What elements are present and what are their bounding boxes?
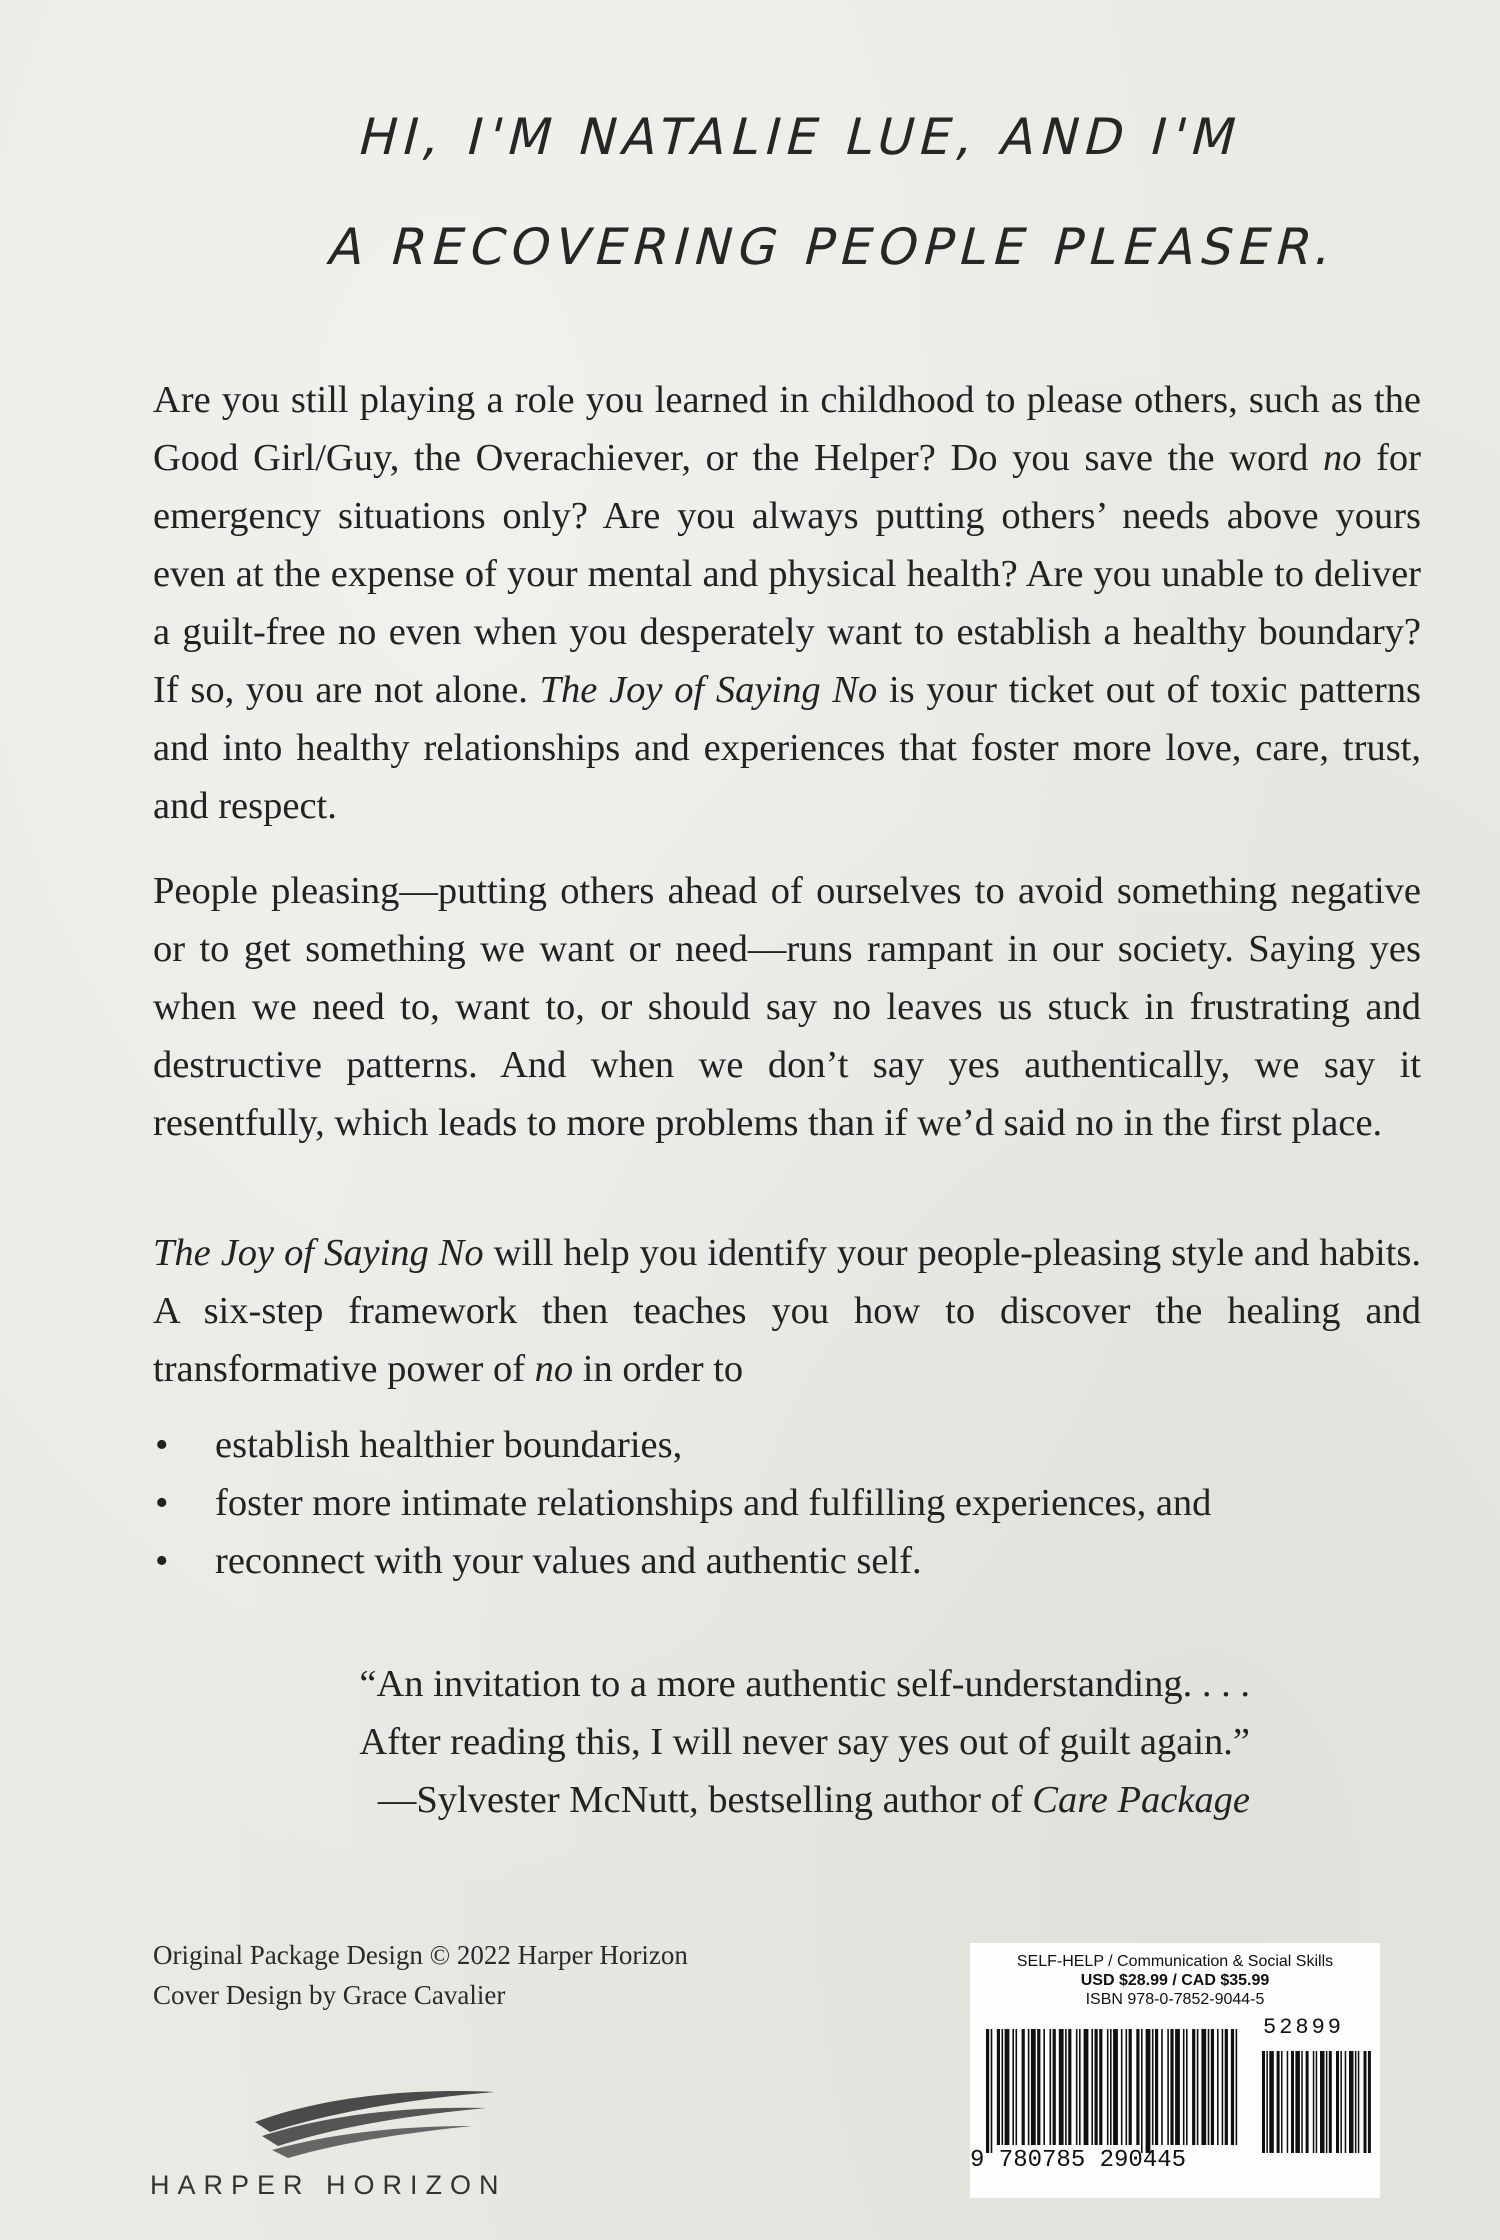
barcode-bar: [1031, 2029, 1036, 2145]
barcode-bar: [1121, 2029, 1123, 2145]
barcode-bar: [1192, 2029, 1195, 2145]
paragraph-intro-text-3: is your ticket out of toxic patterns and into healthy relationships and experiences that foster more love, care, trust, and respect.: [153, 669, 1422, 827]
barcode-bar: [1053, 2029, 1056, 2145]
barcode-addon-bar: [1358, 2051, 1360, 2153]
barcode-bar: [1095, 2029, 1098, 2145]
paragraph-intro-text-1: Are you still playing a role you learned in childhood to please others, such as the Good Girl/Guy, the Overachiever, or the Helper? Do you save the word: [153, 379, 1421, 479]
paragraph-framework: [153, 1224, 1421, 1398]
barcode-bar: [1099, 2029, 1102, 2145]
barcode-bar: [1113, 2029, 1118, 2145]
list-item: • foster more intimate relationships and fulfilling experiences, and: [153, 1474, 1421, 1532]
barcode-bar: [1155, 2029, 1158, 2145]
barcode-price: USD $28.99 / CAD $35.99: [1080, 1972, 1270, 1989]
paragraph-framework-italic-no: no: [534, 1348, 574, 1390]
barcode-addon-bar: [1368, 2051, 1371, 2153]
quote-attribution-text: —Sylvester McNutt, bestselling author of: [377, 1779, 1033, 1821]
barcode-bar: [1076, 2029, 1078, 2145]
barcode-bar: [1002, 2029, 1004, 2145]
barcode-bar: [1170, 2029, 1173, 2145]
barcode-price-code: 52899: [1263, 2015, 1345, 2040]
barcode-addon-bar: [1326, 2051, 1328, 2153]
barcode-addon-bar: [1320, 2051, 1325, 2153]
publisher-name: HARPER HORIZON: [150, 2170, 507, 2200]
barcode-bar: [1084, 2029, 1089, 2145]
barcode-bar: [1043, 2029, 1045, 2145]
barcode-bar: [1222, 2029, 1224, 2145]
barcode-digits: 9 780785 290445: [970, 2147, 1187, 2174]
paragraph-intro-italic-no: no: [1322, 437, 1362, 479]
barcode-bar: [1012, 2029, 1014, 2145]
handwritten-line-1: HI, I'M NATALIE LUE, AND I'M: [352, 108, 1249, 166]
barcode-bar: [1211, 2029, 1214, 2145]
paragraph-intro-text-2: for emergency situations only? Are you always putting others’ needs above yours even at the expense of your mental and physical health? Are you unable to deliver a guilt-free no even when you desperately want to establish a healthy boundary? If so, you are not alone.: [153, 437, 1421, 711]
barcode-bar: [1028, 2029, 1030, 2145]
barcode-bar: [1208, 2029, 1210, 2145]
barcode-bar: [1059, 2029, 1064, 2145]
paragraph-framework-text-1: will help you identify your people-pleasing style and habits. A six-step framework then teaches you how to discover the healing and transformative power of: [153, 1232, 1422, 1390]
barcode-bar: [1152, 2029, 1154, 2145]
barcode-addon-bar: [1266, 2051, 1268, 2153]
barcode-addon-bar: [1269, 2051, 1274, 2153]
barcode-addon-bar: [1340, 2051, 1342, 2153]
barcode-bar: [1136, 2029, 1139, 2145]
endorsement-quote: [150, 1655, 1250, 1829]
barcode-addon-bar: [1313, 2051, 1315, 2153]
quote-attribution-book: Care Package: [1032, 1779, 1250, 1821]
barcode-bar: [1005, 2029, 1010, 2145]
quote-line-2: After reading this, I will never say yes out of guilt again.”: [359, 1721, 1250, 1763]
barcode-bar: [1186, 2029, 1188, 2145]
barcode-bar: [1161, 2029, 1163, 2145]
paragraph-people-pleasing: People pleasing—putting others ahead of ourselves to avoid something negative or to get something we want or need—runs rampant in our society. Saying yes when we need to, want to, or should say no leaves us stuck in frustrating and destructive patterns. And when we don’t say yes authentically, we say it resentfully, which leads to more problems than if we’d said no in the first place.: [153, 870, 1421, 1144]
barcode-addon-bar: [1291, 2051, 1294, 2153]
paragraph-intro: [153, 371, 1421, 835]
barcode-bar: [1217, 2029, 1219, 2145]
barcode-bar: [997, 2029, 1000, 2145]
barcode-bar: [1167, 2029, 1169, 2145]
barcode-bar: [1129, 2029, 1132, 2145]
barcode-bar: [1236, 2029, 1238, 2145]
barcode-addon-bar: [1329, 2051, 1332, 2153]
barcode-addon-bar: [1287, 2051, 1289, 2153]
barcode-addon-bar: [1355, 2051, 1357, 2153]
list-item: • establish healthier boundaries,: [153, 1416, 1421, 1474]
barcode-bar: [1110, 2029, 1112, 2145]
barcode-bar: [1201, 2029, 1206, 2145]
barcode-addon-bar: [1295, 2051, 1300, 2153]
barcode-addon-bar: [1349, 2051, 1354, 2153]
barcode-addon-bar: [1336, 2051, 1339, 2153]
list-item: • reconnect with your values and authentic self.: [153, 1532, 1421, 1590]
barcode-panel: [970, 1943, 1380, 2198]
barcode-bar: [1065, 2029, 1067, 2145]
design-credits: [153, 1935, 688, 2015]
barcode-bar: [1141, 2029, 1143, 2153]
barcode-bar: [1022, 2029, 1025, 2145]
benefits-list: [153, 1416, 1421, 1590]
barcode-bar: [1183, 2029, 1185, 2145]
barcode-addon-bar: [1316, 2051, 1318, 2153]
barcode-category: SELF-HELP / Communication & Social Skills: [1016, 1953, 1334, 1970]
barcode-bar: [1231, 2029, 1234, 2145]
barcode-bar: [986, 2029, 989, 2153]
barcode-bar: [1091, 2029, 1093, 2145]
barcode-addon-bar: [1277, 2051, 1280, 2153]
paragraph-framework-text-2: in order to: [573, 1348, 744, 1390]
barcode-bar: [1068, 2029, 1071, 2145]
barcode-bar: [1107, 2029, 1109, 2145]
credit-cover-design: Cover Design by Grace Cavalier: [153, 1980, 506, 2010]
barcode-bar: [991, 2029, 993, 2153]
paragraph-intro-book-title: The Joy of Saying No: [539, 669, 878, 711]
barcode-bar: [1079, 2029, 1081, 2145]
barcode-bar: [1197, 2029, 1199, 2145]
credit-package-design: Original Package Design © 2022 Harper Horizon: [153, 1940, 688, 1970]
barcode-bar: [1225, 2029, 1228, 2145]
barcode-addon-bar: [1281, 2051, 1283, 2153]
barcode-addon-bar: [1262, 2051, 1265, 2153]
barcode-bar: [1050, 2029, 1052, 2145]
barcode-addon-bar: [1364, 2051, 1367, 2153]
barcode-bar: [1175, 2029, 1180, 2145]
barcode-bar: [1126, 2029, 1128, 2145]
barcode-addon-bar: [1306, 2051, 1309, 2153]
handwritten-line-2: A RECOVERING PEOPLE PLEASER.: [322, 218, 1345, 276]
barcode-bar: [1016, 2029, 1018, 2145]
quote-line-1: “An invitation to a more authentic self-understanding. . . .: [359, 1663, 1250, 1705]
barcode-bar: [1037, 2029, 1040, 2145]
paragraph-framework-book-title: The Joy of Saying No: [153, 1232, 484, 1274]
barcode-addon-bar: [1301, 2051, 1303, 2153]
barcode-addon-bar: [1345, 2051, 1347, 2153]
barcode-bar: [1146, 2029, 1151, 2153]
barcode-isbn: ISBN 978-0-7852-9044-5: [1085, 1991, 1265, 2008]
quote-attribution: [150, 1771, 1250, 1829]
